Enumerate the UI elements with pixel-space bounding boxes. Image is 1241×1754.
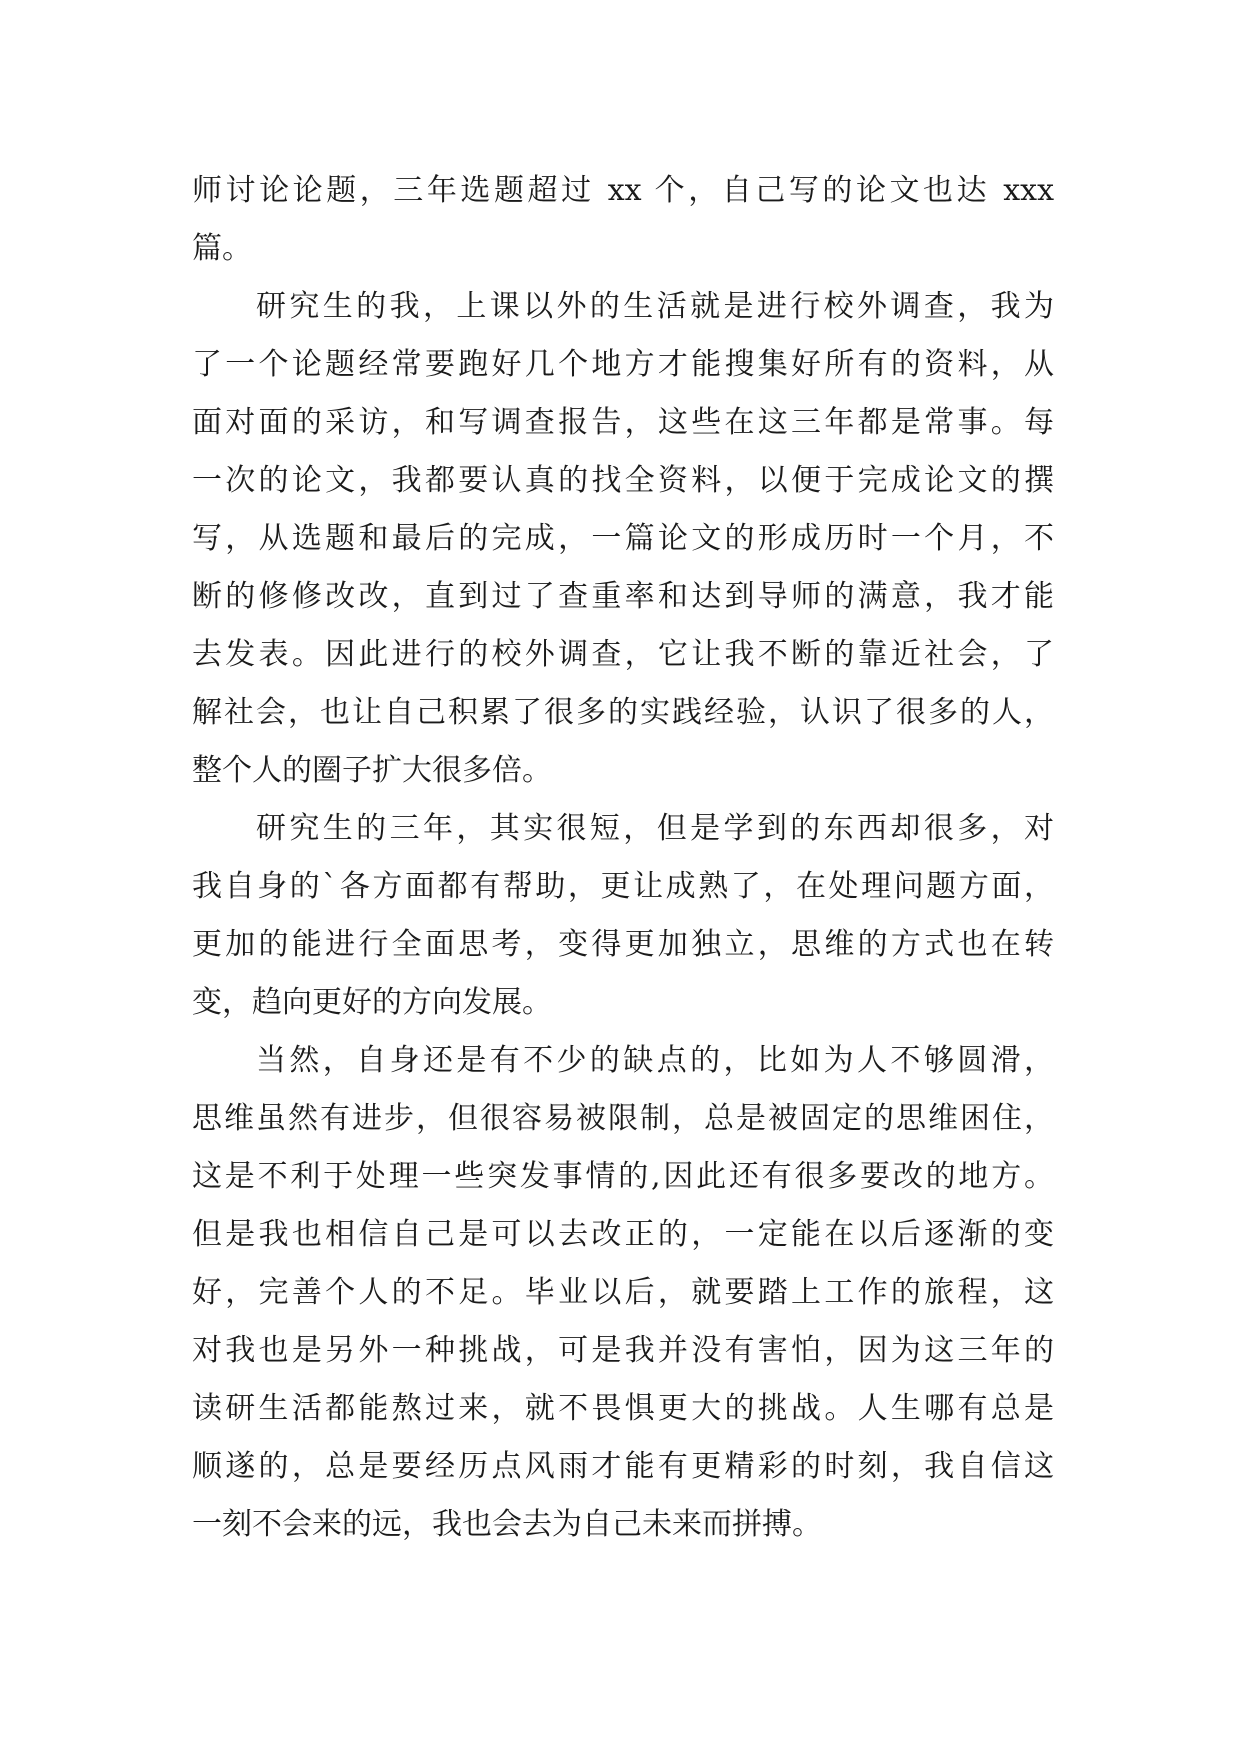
text-line: 了一个论题经常要跑好几个地方才能搜集好所有的资料，从 (192, 347, 1054, 382)
text-line: 研究生的我，上课以外的生活就是进行校外调查，我为 (256, 289, 1054, 324)
text-line: 当然，自身还是有不少的缺点的，比如为人不够圆滑， (256, 1043, 1054, 1078)
text-line: 面对面的采访，和写调查报告，这些在这三年都是常事。每 (192, 405, 1054, 440)
text-line: 写，从选题和最后的完成，一篇论文的形成历时一个月，不 (192, 521, 1054, 556)
text-line: 顺遂的，总是要经历点风雨才能有更精彩的时刻，我自信这 (192, 1449, 1054, 1484)
paragraph-2 (192, 278, 1054, 800)
paragraph-4 (192, 1032, 1054, 1554)
text-line: 研究生的三年，其实很短，但是学到的东西却很多，对 (256, 811, 1054, 846)
text-line: 整个人的圈子扩大很多倍。 (192, 753, 552, 788)
text-line: 我自身的`各方面都有帮助，更让成熟了，在处理问题方面， (192, 869, 1054, 904)
text-line: 去发表。因此进行的校外调查，它让我不断的靠近社会，了 (192, 637, 1054, 672)
text-line: 师讨论论题，三年选题超过 xx 个，自己写的论文也达 xxx (192, 173, 1054, 208)
text-line: 断的修修改改，直到过了查重率和达到导师的满意，我才能 (192, 579, 1054, 614)
text-line: 思维虽然有进步，但很容易被限制，总是被固定的思维困住， (192, 1101, 1054, 1136)
text-line: 解社会，也让自己积累了很多的实践经验，认识了很多的人， (192, 695, 1054, 730)
document-body (192, 162, 1054, 1554)
text-line: 更加的能进行全面思考，变得更加独立，思维的方式也在转 (192, 927, 1054, 962)
text-line: 但是我也相信自己是可以去改正的，一定能在以后逐渐的变 (192, 1217, 1054, 1252)
text-line: 一次的论文，我都要认真的找全资料，以便于完成论文的撰 (192, 463, 1054, 498)
text-line: 读研生活都能熬过来，就不畏惧更大的挑战。人生哪有总是 (192, 1391, 1054, 1426)
text-line: 对我也是另外一种挑战，可是我并没有害怕，因为这三年的 (192, 1333, 1054, 1368)
text-line: 一刻不会来的远，我也会去为自己未来而拼搏。 (192, 1507, 822, 1542)
paragraph-1 (192, 162, 1054, 278)
text-line: 篇。 (192, 231, 252, 266)
paragraph-3 (192, 800, 1054, 1032)
text-line: 变，趋向更好的方向发展。 (192, 985, 552, 1020)
text-line: 这是不利于处理一些突发事情的,因此还有很多要改的地方。 (192, 1159, 1054, 1194)
text-line: 好，完善个人的不足。毕业以后，就要踏上工作的旅程，这 (192, 1275, 1054, 1310)
